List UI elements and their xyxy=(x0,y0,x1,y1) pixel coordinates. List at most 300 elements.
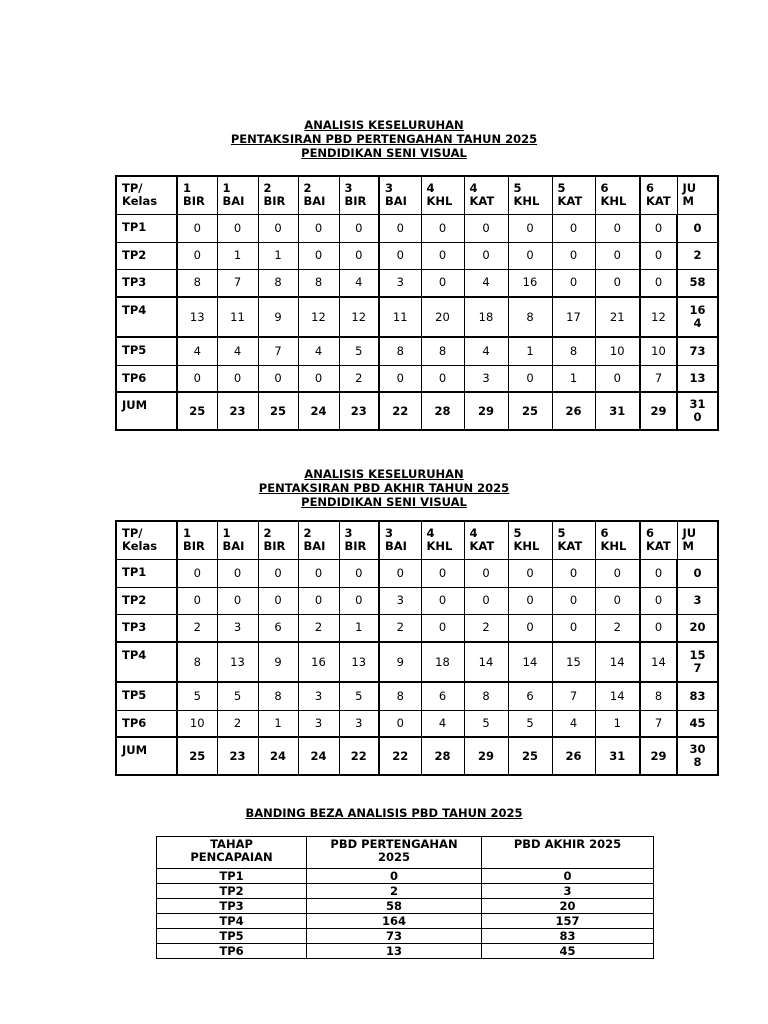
table-cell: 16 xyxy=(508,269,552,297)
table-cell: 6 xyxy=(258,614,298,642)
cell-text: 5 xyxy=(513,526,522,540)
cell-text: TP/ xyxy=(122,181,143,195)
row-total-cell xyxy=(677,587,718,614)
row-total-cell xyxy=(677,710,718,737)
table-cell: 20 xyxy=(421,297,464,337)
cell-text: KHL xyxy=(600,539,627,553)
cell-text: M xyxy=(682,194,694,208)
total-row xyxy=(116,392,718,430)
table-row xyxy=(116,242,718,269)
table-cell: 0 xyxy=(421,587,464,614)
table-cell: 24 xyxy=(298,392,339,430)
cell-text: KHL xyxy=(600,194,627,208)
table-cell: 164 xyxy=(307,914,482,929)
table-cell: 8 xyxy=(464,682,508,710)
cell-text: 4 xyxy=(693,316,702,330)
column-header xyxy=(307,837,482,869)
row-label: TP3 xyxy=(116,614,177,642)
table-cell: 0 xyxy=(552,269,595,297)
table-cell: 1 xyxy=(552,365,595,392)
row-label: TP4 xyxy=(116,297,177,337)
row-label: TP4 xyxy=(157,914,307,929)
table-cell: 0 xyxy=(508,614,552,642)
table-cell: 0 xyxy=(464,559,508,587)
table-cell: 0 xyxy=(258,365,298,392)
section3-title-text: BANDING BEZA ANALISIS PBD TAHUN 2025 xyxy=(245,806,523,820)
table-row xyxy=(157,944,654,959)
table-cell: 7 xyxy=(258,337,298,365)
table-row xyxy=(157,884,654,899)
table-cell: 14 xyxy=(595,682,640,710)
table-cell: 0 xyxy=(298,365,339,392)
table-cell: 0 xyxy=(339,242,379,269)
row-total-cell xyxy=(677,559,718,587)
final-year-analysis-table xyxy=(115,520,719,776)
table-row xyxy=(157,929,654,944)
cell-text: 3 xyxy=(344,526,353,540)
cell-text: KHL xyxy=(426,194,453,208)
table-cell: 3 xyxy=(464,365,508,392)
cell-text: 1 xyxy=(222,181,231,195)
table-cell: 4 xyxy=(552,710,595,737)
table-row xyxy=(116,614,718,642)
cell-text: 4 xyxy=(426,526,435,540)
cell-text: BIR xyxy=(183,539,205,553)
row-label: TP5 xyxy=(116,337,177,365)
cell-text: 31 xyxy=(689,397,706,411)
table-cell: 29 xyxy=(464,392,508,430)
table-cell: 8 xyxy=(258,682,298,710)
column-header xyxy=(177,176,217,214)
cell-text: 15 xyxy=(689,648,706,662)
column-header xyxy=(421,176,464,214)
column-header xyxy=(379,521,421,559)
row-label: TP1 xyxy=(116,559,177,587)
cell-text: 2 xyxy=(263,181,272,195)
table-cell: 3 xyxy=(379,587,421,614)
cell-text: 6 xyxy=(600,181,609,195)
table-cell: 0 xyxy=(177,559,217,587)
cell-text: 3 xyxy=(385,181,394,195)
cell-text: 2025 xyxy=(377,850,410,864)
cell-text: TAHAP xyxy=(210,837,253,851)
table-cell: 4 xyxy=(298,337,339,365)
table-cell: 83 xyxy=(482,929,654,944)
table-cell: 9 xyxy=(258,642,298,682)
column-header xyxy=(421,521,464,559)
table-cell: 157 xyxy=(482,914,654,929)
row-label: TP6 xyxy=(157,944,307,959)
table-cell: 8 xyxy=(508,297,552,337)
cell-text: KAT xyxy=(469,539,495,553)
cell-text: 6 xyxy=(646,181,655,195)
table-cell: 10 xyxy=(640,337,677,365)
table-cell: 0 xyxy=(298,214,339,242)
table-cell: 23 xyxy=(339,392,379,430)
table-cell: 2 xyxy=(464,614,508,642)
table-cell: 0 xyxy=(379,365,421,392)
table-cell: 11 xyxy=(217,297,258,337)
cell-text: BAI xyxy=(303,539,326,553)
table-cell: 28 xyxy=(421,737,464,775)
table-cell: 2 xyxy=(307,884,482,899)
table-cell: 0 xyxy=(421,214,464,242)
table-cell: 3 xyxy=(298,710,339,737)
table-cell: 14 xyxy=(464,642,508,682)
row-total-cell xyxy=(677,392,718,430)
column-header xyxy=(482,837,654,869)
table-cell: 7 xyxy=(552,682,595,710)
table-row xyxy=(116,682,718,710)
table-row xyxy=(157,869,654,884)
table-row xyxy=(116,587,718,614)
header-row xyxy=(116,176,718,214)
table-cell: 2 xyxy=(379,614,421,642)
table-cell: 25 xyxy=(508,737,552,775)
column-header xyxy=(157,837,307,869)
table-cell: 9 xyxy=(379,642,421,682)
table-cell: 0 xyxy=(508,242,552,269)
column-header xyxy=(177,521,217,559)
table-row xyxy=(116,642,718,682)
cell-text: 4 xyxy=(426,181,435,195)
table-cell: 14 xyxy=(508,642,552,682)
column-header xyxy=(508,176,552,214)
table-cell: 0 xyxy=(552,242,595,269)
table-cell: 0 xyxy=(595,559,640,587)
table-cell: 0 xyxy=(640,214,677,242)
table-cell: 0 xyxy=(379,214,421,242)
table-cell: 25 xyxy=(177,392,217,430)
table-cell: 0 xyxy=(339,559,379,587)
table-cell: 2 xyxy=(339,365,379,392)
table-cell: 0 xyxy=(217,214,258,242)
cell-text: 5 xyxy=(557,526,566,540)
table-cell: 0 xyxy=(258,214,298,242)
table-cell: 0 xyxy=(298,587,339,614)
row-total-cell xyxy=(677,737,718,775)
table-cell: 13 xyxy=(177,297,217,337)
table-cell: 4 xyxy=(217,337,258,365)
table-cell: 0 xyxy=(298,242,339,269)
table-cell: 5 xyxy=(177,682,217,710)
table-cell: 8 xyxy=(177,269,217,297)
row-total-cell xyxy=(677,297,718,337)
table-cell: 1 xyxy=(258,710,298,737)
table-cell: 31 xyxy=(595,737,640,775)
column-header xyxy=(595,521,640,559)
cell-text: 6 xyxy=(600,526,609,540)
column-header xyxy=(217,521,258,559)
cell-text: KAT xyxy=(646,539,671,553)
column-header xyxy=(677,176,718,214)
column-header xyxy=(258,176,298,214)
cell-text: 5 xyxy=(513,181,522,195)
table-cell: 2 xyxy=(177,614,217,642)
table-cell: 0 xyxy=(421,242,464,269)
cell-text: KHL xyxy=(426,539,453,553)
column-header xyxy=(552,521,595,559)
table-cell: 2 xyxy=(595,614,640,642)
table-cell: 8 xyxy=(421,337,464,365)
cell-text: JU xyxy=(682,181,697,195)
table-cell: 0 xyxy=(640,269,677,297)
cell-text: 0 xyxy=(693,410,702,424)
table-cell: 22 xyxy=(379,737,421,775)
table-cell: 0 xyxy=(595,587,640,614)
table-cell: 3 xyxy=(339,710,379,737)
table-cell: 28 xyxy=(421,392,464,430)
table-cell: 4 xyxy=(339,269,379,297)
table-cell: 0 xyxy=(421,559,464,587)
row-label: TP1 xyxy=(116,214,177,242)
table-cell: 14 xyxy=(595,642,640,682)
table-cell: 0 xyxy=(640,587,677,614)
table-cell: 0 xyxy=(482,869,654,884)
table-row xyxy=(116,269,718,297)
table-cell: 0 xyxy=(177,587,217,614)
section3-title xyxy=(0,806,768,820)
table-cell: 23 xyxy=(217,392,258,430)
column-header xyxy=(258,521,298,559)
table-cell: 26 xyxy=(552,392,595,430)
cell-text: BIR xyxy=(344,539,367,553)
table-cell: 4 xyxy=(421,710,464,737)
section2-title-line: PENDIDIKAN SENI VISUAL xyxy=(301,495,467,509)
table-cell: 0 xyxy=(339,214,379,242)
cell-text: 83 xyxy=(689,688,706,703)
table-cell: 0 xyxy=(552,214,595,242)
section2-title-line: PENTAKSIRAN PBD AKHIR TAHUN 2025 xyxy=(258,481,510,495)
row-label: TP6 xyxy=(116,710,177,737)
cell-text: 0 xyxy=(693,220,702,235)
row-label: TP5 xyxy=(116,682,177,710)
column-header xyxy=(379,176,421,214)
cell-text: KHL xyxy=(513,539,540,553)
table-cell: 26 xyxy=(552,737,595,775)
table-cell: 29 xyxy=(640,392,677,430)
header-row xyxy=(157,837,654,869)
table-cell: 0 xyxy=(177,214,217,242)
cell-text: 1 xyxy=(183,526,192,540)
cell-text: 2 xyxy=(303,181,312,195)
table-cell: 13 xyxy=(339,642,379,682)
table-cell: 29 xyxy=(464,737,508,775)
table-cell: 25 xyxy=(258,392,298,430)
table-cell: 0 xyxy=(379,710,421,737)
table-cell: 0 xyxy=(421,365,464,392)
table-cell: 0 xyxy=(339,587,379,614)
table-cell: 45 xyxy=(482,944,654,959)
cell-text: JU xyxy=(682,526,697,540)
table-row xyxy=(116,559,718,587)
column-header xyxy=(339,176,379,214)
table-cell: 31 xyxy=(595,392,640,430)
table-cell: 7 xyxy=(217,269,258,297)
table-cell: 1 xyxy=(258,242,298,269)
table-row xyxy=(116,337,718,365)
table-cell: 0 xyxy=(595,214,640,242)
row-total-cell xyxy=(677,337,718,365)
row-label: TP3 xyxy=(116,269,177,297)
table-cell: 8 xyxy=(640,682,677,710)
table-cell: 25 xyxy=(508,392,552,430)
table-cell: 9 xyxy=(258,297,298,337)
row-label: TP2 xyxy=(157,884,307,899)
cell-text: 6 xyxy=(646,526,655,540)
table-cell: 0 xyxy=(217,365,258,392)
table-cell: 5 xyxy=(508,710,552,737)
row-total-cell xyxy=(677,682,718,710)
table-cell: 22 xyxy=(379,392,421,430)
table-cell: 0 xyxy=(464,242,508,269)
cell-text: Kelas xyxy=(122,539,158,553)
table-cell: 24 xyxy=(258,737,298,775)
table-cell: 73 xyxy=(307,929,482,944)
table-cell: 0 xyxy=(217,559,258,587)
table-cell: 8 xyxy=(298,269,339,297)
cell-text: 3 xyxy=(385,526,394,540)
table-cell: 0 xyxy=(552,614,595,642)
cell-text: BAI xyxy=(385,539,407,553)
table-row xyxy=(116,297,718,337)
table-cell: 0 xyxy=(552,587,595,614)
column-header xyxy=(116,521,177,559)
table-cell: 0 xyxy=(464,214,508,242)
table-cell: 5 xyxy=(464,710,508,737)
table-row xyxy=(116,365,718,392)
cell-text: 45 xyxy=(689,715,706,730)
table-cell: 3 xyxy=(217,614,258,642)
table-cell: 0 xyxy=(421,614,464,642)
table-cell: 8 xyxy=(177,642,217,682)
row-total-cell xyxy=(677,365,718,392)
table-cell: 17 xyxy=(552,297,595,337)
section1-title-line: PENTAKSIRAN PBD PERTENGAHAN TAHUN 2025 xyxy=(230,132,538,146)
comparison-table xyxy=(156,836,654,959)
cell-text: 2 xyxy=(693,248,702,262)
table-cell: 0 xyxy=(177,242,217,269)
column-header xyxy=(552,176,595,214)
table-cell: 8 xyxy=(258,269,298,297)
table-cell: 1 xyxy=(217,242,258,269)
table-cell: 1 xyxy=(595,710,640,737)
table-cell: 0 xyxy=(640,559,677,587)
column-header xyxy=(640,176,677,214)
table-cell: 6 xyxy=(508,682,552,710)
column-header xyxy=(464,176,508,214)
table-cell: 0 xyxy=(508,214,552,242)
table-row xyxy=(116,710,718,737)
row-label: TP2 xyxy=(116,242,177,269)
cell-text: 58 xyxy=(689,275,706,290)
table-cell: 0 xyxy=(640,242,677,269)
cell-text: 1 xyxy=(183,181,192,195)
section2-title-line: ANALISIS KESELURUHAN xyxy=(304,467,464,481)
table-cell: 12 xyxy=(339,297,379,337)
table-cell: 0 xyxy=(258,587,298,614)
cell-text: PBD PERTENGAHAN xyxy=(330,837,458,851)
cell-text: BIR xyxy=(183,194,205,208)
cell-text: PENCAPAIAN xyxy=(190,850,273,864)
table-cell: 0 xyxy=(595,242,640,269)
table-cell: 4 xyxy=(177,337,217,365)
cell-text: BIR xyxy=(263,539,286,553)
table-cell: 3 xyxy=(379,269,421,297)
row-label: TP5 xyxy=(157,929,307,944)
cell-text: 8 xyxy=(693,755,702,769)
cell-text: 73 xyxy=(689,343,706,358)
table-cell: 16 xyxy=(298,642,339,682)
table-cell: 0 xyxy=(177,365,217,392)
table-cell: 11 xyxy=(379,297,421,337)
cell-text: TP/ xyxy=(122,526,143,540)
column-header xyxy=(595,176,640,214)
table-cell: 8 xyxy=(379,682,421,710)
table-cell: 0 xyxy=(508,559,552,587)
column-header xyxy=(298,176,339,214)
table-cell: 15 xyxy=(552,642,595,682)
cell-text: 5 xyxy=(557,181,566,195)
table-cell: 0 xyxy=(379,242,421,269)
table-cell: 12 xyxy=(640,297,677,337)
table-cell: 5 xyxy=(217,682,258,710)
table-cell: 7 xyxy=(640,710,677,737)
column-header xyxy=(508,521,552,559)
row-total-cell xyxy=(677,214,718,242)
table-cell: 8 xyxy=(379,337,421,365)
table-cell: 21 xyxy=(595,297,640,337)
total-row xyxy=(116,737,718,775)
table-cell: 12 xyxy=(298,297,339,337)
table-cell: 22 xyxy=(339,737,379,775)
table-cell: 23 xyxy=(217,737,258,775)
row-total-cell xyxy=(677,242,718,269)
cell-text: 0 xyxy=(693,565,702,580)
cell-text: BIR xyxy=(263,194,286,208)
table-cell: 58 xyxy=(307,899,482,914)
row-total-cell xyxy=(677,269,718,297)
table-cell: 25 xyxy=(177,737,217,775)
cell-text: KHL xyxy=(513,194,540,208)
cell-text: KAT xyxy=(469,194,495,208)
table-cell: 0 xyxy=(307,869,482,884)
cell-text: 2 xyxy=(263,526,272,540)
header-row xyxy=(116,521,718,559)
cell-text: KAT xyxy=(557,539,583,553)
table-cell: 13 xyxy=(307,944,482,959)
row-label: TP4 xyxy=(116,642,177,682)
row-label: TP3 xyxy=(157,899,307,914)
table-cell: 4 xyxy=(464,337,508,365)
column-header xyxy=(217,176,258,214)
table-cell: 10 xyxy=(177,710,217,737)
cell-text: 13 xyxy=(689,370,706,385)
mid-year-analysis-table xyxy=(115,175,719,431)
cell-text: Kelas xyxy=(122,194,158,208)
cell-text: BAI xyxy=(385,194,407,208)
table-cell: 5 xyxy=(339,337,379,365)
table-cell: 0 xyxy=(464,587,508,614)
cell-text: M xyxy=(682,539,694,553)
row-label: TP6 xyxy=(116,365,177,392)
row-total-cell xyxy=(677,642,718,682)
cell-text: 30 xyxy=(689,742,706,756)
table-cell: 4 xyxy=(464,269,508,297)
table-cell: 24 xyxy=(298,737,339,775)
cell-text: 7 xyxy=(693,661,702,675)
table-cell: 5 xyxy=(339,682,379,710)
